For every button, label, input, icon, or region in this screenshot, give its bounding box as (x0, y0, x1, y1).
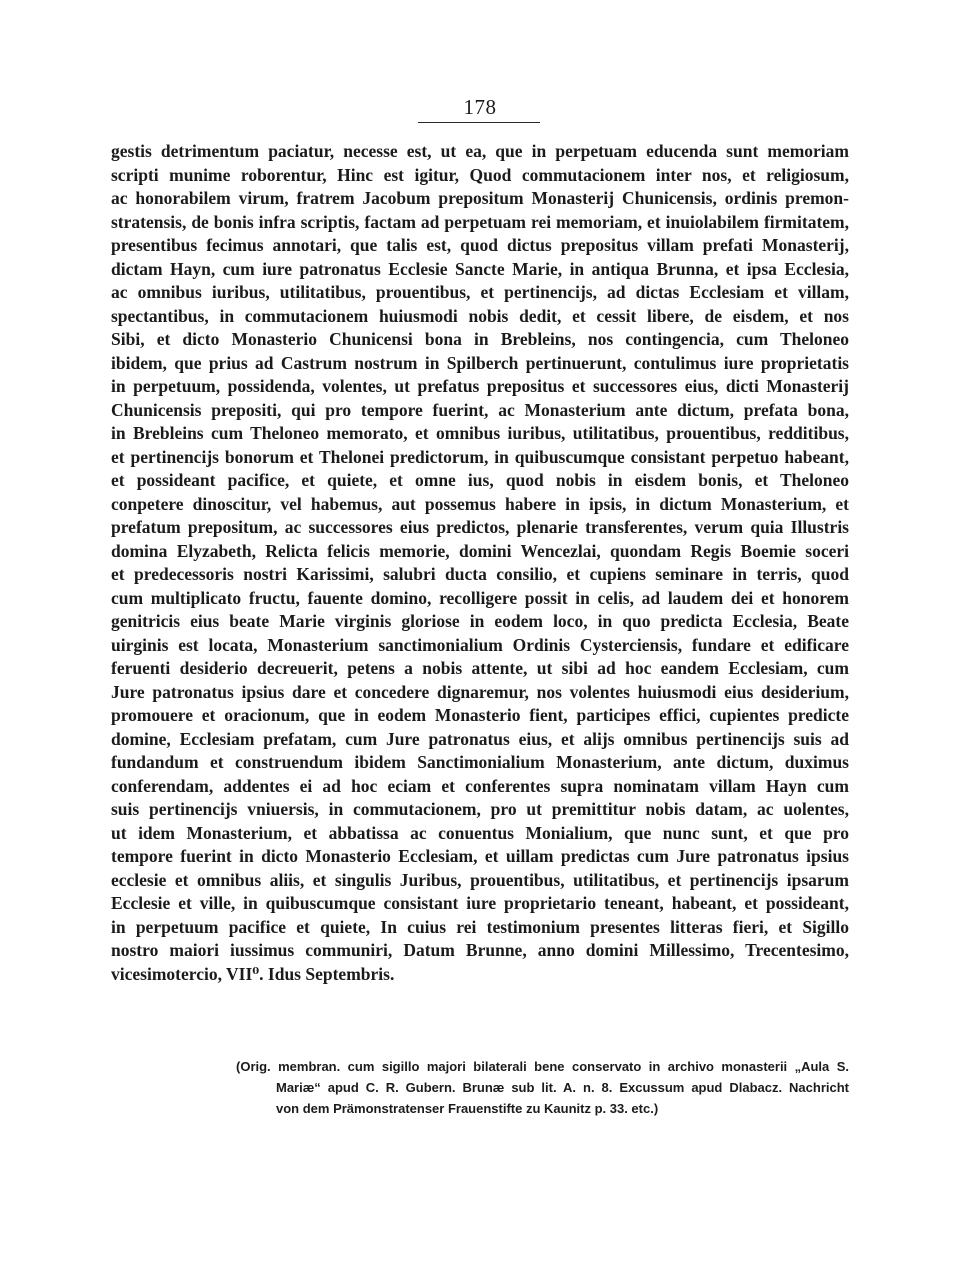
body-text-line: et predecessoris nostri Karissimi, salubri ducta consilio, et cupiens seminare in terris, quod (111, 564, 849, 584)
body-text-line: tempore fuerint in dicto Monasterio Ecclesiam, et uillam predictas cum Jure patronatus ipsius (111, 846, 849, 866)
body-text-line: domine, Ecclesiam prefatam, cum Jure patronatus eius, et alijs omnibus pertinencijs suis ad (111, 728, 849, 749)
body-text-line: conpetere dinoscitur, vel habemus, aut possemus habere in ipsis, in dictum Monasterium, et (111, 493, 849, 514)
body-text-line: cum multiplicato fructu, fauente domino, recolligere possit in celis, ad laudem dei et honorem (111, 587, 849, 608)
charter-body-text (111, 140, 849, 986)
body-text-line: feruenti desiderio decreuerit, petens a nobis attente, ut sibi ad hoc eandem Ecclesiam, cum (111, 658, 849, 678)
body-text-line: in Brebleins cum Theloneo memorato, et omnibus iuribus, utilitatibus, prouentibus, redditibus, (111, 423, 849, 443)
body-text-line: presentibus fecimus annotari, que talis est, quod dictus prepositus villam prefati Monasterij, (111, 235, 849, 255)
source-note-line: (Orig. membran. cum sigillo majori bilaterali bene conservato in archivo monasterii „Aula S. (236, 1059, 849, 1074)
body-text-line: domina Elyzabeth, Relicta felicis memorie, domini Wencezlai, quondam Regis Boemie soceri (111, 540, 849, 561)
body-text-line: Sibi, et dicto Monasterio Chunicensi bona in Brebleins, nos contingencia, cum Theloneo (111, 329, 849, 349)
body-text-line: et possideant pacifice, et quiete, et omne ius, quod nobis in eisdem bonis, et Theloneo (111, 470, 849, 490)
body-text-line: uirginis est locata, Monasterium sanctimonialium Ordinis Cysterciensis, fundare et edificare (111, 634, 849, 655)
body-text-line: gestis detrimentum paciatur, necesse est, ut ea, que in perpetuam educenda sunt memoriam (111, 141, 849, 161)
body-text-line: genitricis eius beate Marie virginis gloriose in eodem loco, in quo predicta Ecclesia, Beate (111, 611, 849, 631)
source-note-line: von dem Prämonstratenser Frauenstifte zu Kaunitz p. 33. etc.) (276, 1101, 659, 1116)
body-text-line: stratensis, de bonis infra scriptis, factam ad perpetuam rei memoriam, et inuiolabilem firmitatem, (111, 211, 849, 232)
body-text-line: in perpetuum pacifice et quiete, In cuius rei testimonium presentes litteras fieri, et Sigillo (111, 916, 849, 937)
page-number: 178 (463, 95, 497, 119)
body-text-line: scripti munime roborentur, Hinc est igitur, Quod commutacionem inter nos, et religiosum, (111, 164, 849, 185)
body-text-line: Ecclesie et ville, in quibuscumque consistant iure proprietario teneant, habeant, et possideant, (111, 893, 849, 913)
body-text-line: ecclesie et omnibus aliis, et singulis Juribus, prouentibus, utilitatibus, et pertinencijs ipsarum (111, 869, 849, 890)
body-text-line: in perpetuum, possidenda, volentes, ut prefatus prepositus et successores eius, dicti Monasterij (111, 376, 849, 396)
page-number-rule (418, 122, 540, 123)
body-text-line: ac honorabilem virum, fratrem Jacobum prepositum Monasterij Chunicensis, ordinis premon- (111, 188, 849, 208)
body-text-line: prefatum prepositum, ac successores eius predictos, plenarie transferentes, verum quia Illustris (111, 517, 849, 537)
body-text-line: Chunicensis prepositi, qui pro tempore fuerint, ac Monasterium ante dictum, prefata bona, (111, 399, 849, 420)
body-text-line: promouere et oracionum, que in eodem Monasterio fient, participes effici, cupientes predicte (111, 705, 849, 725)
source-note (236, 1056, 849, 1119)
body-text-line: nostro maiori iussimus communiri, Datum Brunne, anno domini Millessimo, Trecentesimo, (111, 940, 849, 960)
body-text-line: ibidem, que prius ad Castrum nostrum in Spilberch pertinuerunt, contulimus iure proprietatis (111, 352, 849, 373)
body-text-line: ac omnibus iuribus, utilitatibus, prouentibus, et pertinencijs, ad dictas Ecclesiam et villam, (111, 282, 849, 302)
body-text-line: conferendam, addentes ei ad hoc eciam et conferentes supra nominatam villam Hayn cum (111, 775, 849, 796)
body-text-line: fundandum et construendum ibidem Sanctimonialium Monasterium, ante dictum, duximus (111, 752, 849, 772)
body-text-line: dictam Hayn, cum iure patronatus Ecclesie Sancte Marie, in antiqua Brunna, et ipsa Ecclesia, (111, 258, 849, 279)
body-text-line: ut idem Monasterium, et abbatissa ac conuentus Monialium, que nunc sunt, et que pro (111, 822, 849, 843)
body-text-line: et pertinencijs bonorum et Thelonei predictorum, in quibuscumque consistant perpetuo habeant, (111, 446, 849, 467)
body-text-line: vicesimotercio, VII⁰. Idus Septembris. (111, 963, 395, 984)
body-text-line: spectantibus, in commutacionem huiusmodi nobis dedit, et cessit libere, de eisdem, et nos (111, 305, 849, 326)
body-text-line: Jure patronatus ipsius dare et concedere dignaremur, nos volentes huiusmodi eius desiderium, (111, 681, 849, 702)
source-note-line: Mariæ“ apud C. R. Gubern. Brunæ sub lit. A. n. 8. Excussum apud Dlabacz. Nachricht (276, 1080, 849, 1095)
body-text-line: suis pertinencijs vniuersis, in commutacionem, pro ut premittitur nobis datam, ac uolentes, (111, 799, 849, 819)
